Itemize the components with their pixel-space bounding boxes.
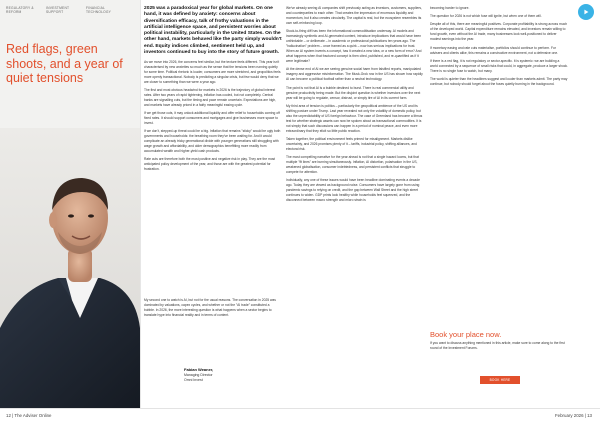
spread-divider <box>140 0 141 408</box>
body-paragraph: The most compelling narrative for the year ahead is not that a single hazard looms, but that multiple "fit lines" are burning simultaneously. Inflation, AI distortion, polarisation in the US, weakened globalisation, consumer indebtedness, and persistent conflicts that struggle to compete for attention. <box>286 155 419 175</box>
body-paragraph: Individually, any one of these issues would have been headline dominating events a decade ago. Today they are viewed as background noise. Consumers have largely gone from using pandemic savings to relying on credit, and the gap between Wall Street and the high street continues to widen. GDP prints look healthy while households feel squeezed, and the disconnect between macro strength and micro strain is <box>286 178 420 203</box>
lead-paragraph: 2025 was a paradoxical year for global markets. On one hand, it was defined by anxiety: concerns about diversification efficacy, talk of frothy valuations in the artificial intelligence space, and persistent worries about political instability, particularly in the United States. On the other hand, markets behaved like the party simply wouldn't end. Equity indices climbed, sentiment held up, and investors continued to buy into the story of future growth. <box>144 6 282 56</box>
book-title: Book your place now. <box>430 330 502 339</box>
book-text: If you want to discuss anything mentioned in this article, make sure to come along to the first round of the Investment Forums. <box>430 341 565 350</box>
body-paragraph: The question for 2026 is not which fuse will ignite, but when one of them will. <box>430 14 542 19</box>
body-paragraph: The point is not that AI is a bubble destined to burst. There is real commercial utility and genuine productivity being made. But the disjoint question is whether investors over the next year will be going to regulate, censor, distrust, or simply tire of AI in its current form. <box>286 85 421 100</box>
body-paragraph: My third area of tension is politics – particularly the geopolitical ambience of the US and its shifting posture under Trump. Last year revealed not only the volatility of domestic policy, but also the unpredictability of US foreign behaviour. The case of Greenland has become a litmus test for whether strategic assets can now be spoken about as transactional commodities. It is not simply that such discussions can happen in a period of nominal peace, and even more extraordinary that they elicit so little public reaction. <box>286 103 423 133</box>
tag-fintech: FINANCIAL TECHNOLOGY <box>86 6 112 14</box>
footer-right-page: February 2026 | 13 <box>554 413 592 418</box>
tag-investment: INVESTMENT SUPPORT <box>46 6 70 14</box>
body-paragraph: Despite all of this, there are meaningful positives. Corporate profitability is strong across much of the developed world. Capital expenditure remains elevated, and investors remain willing to fund growth, even without the AI trade, many businesses look well-positioned to deliver modest earnings into the year. <box>430 22 568 42</box>
body-paragraph: Taken together, the political environment feels primed for misalignment. Markets dislike uncertainty, and 2026 promises plenty of it – tariffs, industrial policy, shifting alliances, and electoral risk. <box>286 136 417 151</box>
tag-regulatory: REGULATORY & REFORM <box>6 6 34 14</box>
play-logo-icon[interactable] <box>578 4 594 20</box>
author-role: Managing Director <box>184 373 213 377</box>
body-paragraph: The first and most obvious headwind for markets in 2026 is the trajectory of global interest rates. After two years of rapid tightening, inflation has cooled, but not completely. Central banks are signalling cuts, but the timing and pace remain uncertain. Expectations are high, and markets have already priced in a fairly meaningful easing cycle. <box>144 87 277 107</box>
article-title: Red flags, green shoots, and a year of quiet tensions <box>6 42 123 85</box>
footer-left-page: 12 | The Adviser Online <box>6 413 52 418</box>
author-box <box>184 367 274 383</box>
author-name: Fabian Weaner, <box>184 367 214 372</box>
column-2 <box>286 6 424 207</box>
body-paragraph: At the dense end of AI we are seeing genuine social harm from falsified reports, manipulated imagery and aggressive misinformation. The Musk-Grok row in the US has shown how rapidly AI can become a political football rather than a neutral technology. <box>286 67 423 82</box>
body-paragraph: If monetary easing and rate cuts materialise, portfolios should continue to perform. For advisers and clients alike, this remains a constructive environment, not a defensive one. <box>430 45 559 55</box>
body-paragraph: The world is quieter than the headlines suggest and louder than markets admit. The party may continue, but nobody should forget about the fuses quietly burning in the background. <box>430 76 568 86</box>
body-paragraph: becoming harder to ignore. <box>430 6 470 10</box>
body-paragraph: If we get those cuts, it may unlock additional liquidity and offer relief to households coming off fixed rates. It should support consumers and mortgages and give businesses more space to invest. <box>144 110 280 125</box>
body-paragraph: Stock-to-firing diff has been the informational commoditisation underway. AI models and increasingly synthetic and AI-generated content, introduce implications that would have been unthinkable – or deliberate – in academic or professional publications ten years ago. The "hallucination" problem – once framed as a quirk – now has serious implications for trust. When an AI system invents a concept, has it created a new idea, or a new form of error? And what happens when that fractured concept is then cited, published, and re-quantified as if it were legitimate? <box>286 29 422 64</box>
body-paragraph: Rate cuts are therefore both the most positive and negative risk in play. They are the most anticipated policy development of the year, and those are with the greatest potential for frustration. <box>144 157 276 172</box>
book-here-button[interactable]: BOOK HERE <box>480 376 520 384</box>
author-photo <box>0 128 140 408</box>
body-paragraph: If there is a red flag, it is not regulatory or sector-specific. It is systemic: we are building a world connected by a sequence of small risks that could, in aggregate, produce a larger shock. There is no single fuse to watch, but many. <box>430 58 568 73</box>
column-1 <box>144 6 282 176</box>
page-footer <box>0 408 600 424</box>
body-paragraph: If we don't, stepped-up threat could be a big. Inflation that remains "sticky" would be ugly both governments and households: the breathing room they've been waiting for. And it would complicate an already tricky generational divide with younger generations still struggling with wage growth and affordability, and older demographics benefitting more readily from accumulated wealth and higher-yield cash products. <box>144 129 281 154</box>
left-panel <box>0 0 140 408</box>
column-3 <box>430 6 568 90</box>
category-tags <box>6 6 116 14</box>
body-paragraph: We've already seeing AI companies shift previously acting as investors, customers, suppliers, and counterparties to each other. That creates the impression of enormous liquidity and momentum, but it also creates circularity. The capital is real, but the ecosystem resembles its own self-reinforcing loop. <box>286 6 422 25</box>
body-paragraph: As we move into 2026, the concerns feel similar, but the texture feels different. This year isn't characterised by new anxieties so much as the sense that the tensions been running quietly for some time. Political rhetoric is louder, consumers are more stretched, and geopolitics feels more openly transactional. Nobody is predicting a singular crisis, but few would deny that we are closer to something than we were a year ago. <box>144 59 281 84</box>
author-company: Omni Invest <box>184 378 203 382</box>
pull-quote: My second one to watch is AI, but not for the usual reasons. The conversation in 2025 was dominated by valuations, capex cycles, and whether or not the "AI trade" constituted a bubble. In 2026, the more interesting question is what happens when a sector begins to translate hype into financial reality and in terms of content. <box>144 298 276 317</box>
